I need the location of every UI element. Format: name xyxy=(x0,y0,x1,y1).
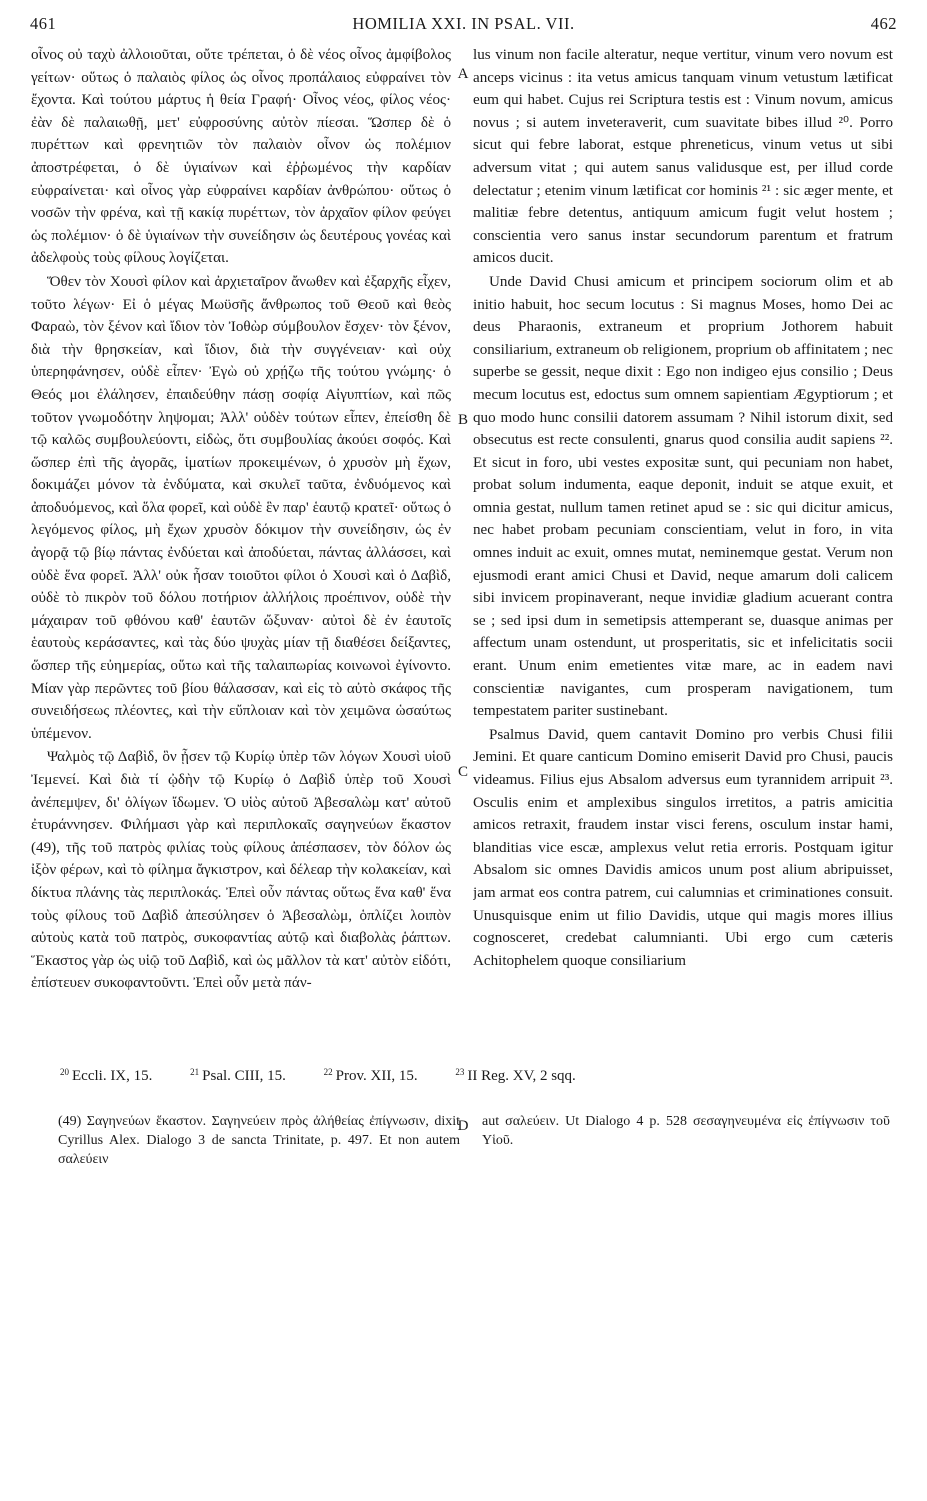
reference-item: $^{22}$ Prov. XII, 15. xyxy=(323,1067,418,1084)
scripture-references xyxy=(60,1068,897,1085)
latin-paragraph-3: Psalmus David, quem cantavit Domino pro verbis Chusi filii Jemini. Et quare canticum Domino emiserit David pro Chusi, paucis videamus. Filius ejus Absalom adversus eum tyrannidem arripuit ²³. Osculis enim et amplexibus singulos irretitos, a patris amicitia amicos retraxit, fraudem instar visci ferens, osculum instar hami, blanditias vice escæ, amplexus velut retia erroris. Postquam igitur Absalom sic omnes Davidis amicos unum post alium abripuisset, jam armat eos contra patrem, cui calumnias et criminationes consuit. Unusquisque enim ut filio Davidis, utque qui magis mores illius cognosceret, credebat calumnianti. Ubi ergo cum cæteris Achitophelem quoque consiliarium xyxy=(473,726,893,969)
greek-paragraph-2: Ὅθεν τὸν Χουσὶ φίλον καὶ ἀρχιεταῖρον ἄνωθεν καὶ ἐξαρχῆς εἶχεν, τοῦτο λέγων· Εἰ ὁ μέγας Μωϋσῆς ἄνθρωπος τοῦ Θεοῦ καὶ θεὸς Φαραὼ, τὸν ξένον καὶ ἴδιον τὸν Ἰοθὼρ σύμβουλον ἔσχεν· τὸν ξένον, διὰ τὴν θρησκείαν, καὶ ἴδιον, διὰ τὴν συγγένειαν· καὶ οὐχ ὑπερηφάνησεν, οὐδὲ εἶπεν· Ἐγὼ οὐ χρῄζω τῆς τούτου γνώμης· ὁ Θεός μοι ἐλάλησεν, ἐπαιδεύθην πάσῃ σοφίᾳ Αἰγυπτίων, καὶ πῶς τοῦτον γνωμοδότην ληψομαι; Ἀλλ' οὐδὲν τούτων εἶπεν, ἐπείσθη δὲ τῷ καλῶς συμβουλεύοντι, εἰδὼς, ὅτι συμβουλίας ἀκούει σοφός. Καὶ ὥσπερ ἐπὶ τῆς ἀγορᾶς, ἱματίων προκειμένων, ὁ χρυσὸν μὴ ἔχων, δοκιμάζει μόνον τὰ ἐνδύματα, καὶ σκυλεῖ ταῦτα, ἐνδυόμενος καὶ ἀποδυόμενος, καὶ ὅλα φορεῖ, καὶ οὐδὲ ἓν παρ' ἑαυτῷ κρατεῖ· οὕτως ὁ λεγόμενος φίλος, μὴ ἔχων χρυσὸν δόκιμον τὴν συνείδησιν, ὡς ἐν ἀγορᾷ τῷ βίῳ πάντας ἐνδύεται καὶ ἀποδύεται, πάντας ἀλλάσσει, καὶ οὐδὲ ἕνα φορεῖ. Ἀλλ' οὐκ ἦσαν τοιοῦτοι φίλοι ὁ Χουσὶ καὶ ὁ Δαβὶδ, οὐδὲ τὸ πικρὸν τοῦ δόλου ποτήριον ἀλλήλοις προέπινον, οὐδὲ τὴν μάχαιραν τοῦ φθόνου καθ' ἑαυτῶν ὤξυναν· αὐτοὶ δὲ ἐν ἑαυτοῖς ἑαυτοὺς κεράσαντες, καὶ τὰς δύο ψυχὰς μίαν τῇ διαθέσει δείξαντες, ὥσπερ τῆς εὐημερίας, οὕτω καὶ τῆς ταλαιπωρίας κοινωνοὶ ἐγίνοντο. Μίαν γὰρ περῶντες τοῦ βίου θάλασσαν, καὶ εἰς τὸ αὐτὸ σκάφος τῆς συνειδήσεως πλέοντες, καὶ τὴν εὔπλοιαν καὶ τὸν χειμῶνα ὡσαύτως ὑπέμενον. xyxy=(31,273,451,742)
running-header xyxy=(30,14,897,42)
margin-marker-d: D xyxy=(457,1118,469,1134)
reference-item: $^{23}$ II Reg. XV, 2 sqq. xyxy=(455,1067,576,1084)
margin-marker-a: A xyxy=(457,66,469,82)
running-title: HOMILIA XXI. IN PSAL. VII. xyxy=(352,14,575,33)
latin-column xyxy=(473,44,893,1054)
greek-column xyxy=(31,44,451,1054)
footnote-right: aut σαλεύειν. Ut Dialogo 4 p. 528 σεσαγηνευμένα εἰς ἐπίγνωσιν τοῦ Υἱοῦ. xyxy=(482,1114,890,1148)
page-number-right: 462 xyxy=(870,14,897,33)
margin-marker-c: C xyxy=(457,764,468,780)
margin-marker-b: B xyxy=(457,412,468,428)
latin-paragraph-2: Unde David Chusi amicum et principem sociorum olim et ab initio habuit, hoc secum locutus : Si magnus Moses, homo Dei ac deus Pharaonis, extraneum et proprium Jothorem habuit consiliarium, extraneum ob religionem, proprium ob affinitatem ; nec superbe se gessit, neque dixit : Ego non indigeo ejus consilio ; Deus mecum locutus est, edoctus sum omnem sapientiam Ægyptiorum ; et quo modo hunc consilii datorem assumam ? Nihil istorum dixit, sed obsecutus est recte consulenti, gnarus quod consilia audit sapiens ²². Et sicut in foro, ubi vestes expositæ sunt, qui pecuniam non habet, probat solum indumenta, eaque deponit, induit se atque exuit, et omnia gestat, nullum tamen retinet apud se : sic qui dicitur amicus, nec habet probam pecuniam conscientiam, velut in foro, in vita omnes induit ac exuit, omnes mutat, neminemque gestat. Verum non ejusmodi erant amici Chusi et David, neque amarum doli calicem sibi invicem propinaverant, neque invidiæ gladium acuerant contra se ; sed ipsi dum in semetipsis attemperant se, duasque animas per affectum unam ostendunt, ut prosperitatis, sic et infelicitatis socii erant. Unum enim emetientes vitæ mare, ac in eadem navi conscientiæ navigantes, cum prosperam navigationem, tum tempestatem pariter sustinebant. xyxy=(473,273,893,720)
latin-paragraph-1: lus vinum non facile alteratur, neque vertitur, vinum vero novum est anceps vicinus : ita vetus amicus tanquam vinum vetustum lætificat eum qui habet. Cujus rei Scriptura testis est : Vinum novum, amicus novus ; si autem inveteraverit, cum suavitate bibes illud ²⁰. Porro sicut qui febre laborat, estque phreneticus, vinum vetus ut sibi adversum vitat ; qui autem sanus validusque est, per illud corde delectatur ; etenim vinum lætificat cor hominis ²¹ : sic æger mente, et malitiæ febre detentus, antiquum amicum fugit velut hostem ; conscientia vero sanus instar secundorum parentum et fratrum amicos ducit. xyxy=(473,47,893,267)
page-number-left: 461 xyxy=(30,14,57,33)
footnote-left: (49) Σαγηνεύων ἕκαστον. Σαγηνεύειν πρὸς ἀλήθείας ἐπίγνωσιν, dixit Cyrillus Alex. Dialogo 3 de sancta Trinitate, p. 497. Et non autem σαλεύειν xyxy=(58,1114,460,1167)
reference-item: $^{21}$ Psal. CIII, 15. xyxy=(190,1067,286,1084)
greek-paragraph-3: Ψαλμὸς τῷ Δαβὶδ, ὃν ᾖσεν τῷ Κυρίῳ ὑπὲρ τῶν λόγων Χουσὶ υἱοῦ Ἰεμενεί. Καὶ διὰ τί ᾠδὴν τῷ Κυρίῳ ὁ Δαβὶδ ὑπὲρ τοῦ Χουσὶ ἀνέπεμψεν, δι' ὀλίγων ἴδωμεν. Ὁ υἱὸς αὐτοῦ Ἀβεσαλὼμ κατ' αὐτοῦ ἐτυράννησεν. Φιλήμασι γὰρ καὶ περιπλοκαῖς σαγηνεύων ἕκαστον (49), τῆς τοῦ πατρὸς φιλίας τοὺς φίλους ἀπέσπασεν, τὸν δόλον ὡς ἰξὸν φέρων, καὶ τὸ φίλημα ἄγκιστρον, καὶ δέλεαρ τὴν κολακείαν, καὶ δίκτυα πλάνης τὰς περιπλοκάς. Ἐπεὶ οὖν πάντας οὕτως ἕνα καθ' ἕνα τοὺς φίλους τοῦ Δαβὶδ ἀπεσύλησεν ὁ Ἀβεσαλὼμ, ὁπλίζει λοιπὸν αὐτοὺς κατὰ τοῦ πατρὸς, συκοφαντίας αὐτῷ καὶ διαβολὰς ῥάπτων. Ἕκαστος γὰρ ὡς υἱῷ τοῦ Δαβὶδ, καὶ ὡς μᾶλλον τὰ κατ' αὐτὸν εἰδότι, ἐπίστευεν συκοφαντοῦντι. Ἐπεὶ οὖν μετὰ πάν- xyxy=(31,749,451,992)
reference-item: $^{20}$ Eccli. IX, 15. xyxy=(60,1067,153,1084)
greek-paragraph-1: οἶνος οὐ ταχὺ ἀλλοιοῦται, οὔτε τρέπεται, ὁ δὲ νέος οἶνος ἀμφίβολος γείτων· οὕτως ὁ παλαιὸς φίλος ὡς οἶνος προπάλαιος εὐφραίνει τὸν ἔχοντα. Καὶ τούτου μάρτυς ἡ θεία Γραφή· Οἶνος νέος, φίλος νέος· ἐὰν δὲ παλαιωθῇ, μετ' εὐφροσύνης αὐτὸν πίεσαι. Ὥσπερ δὲ ὁ πυρέττων καὶ φρενητιῶν τὸν παλαιὸν οἶνον ὡς πολέμιον ἀποστρέφεται, ὁ δὲ ὑγιαίνων καὶ ἐῤῥωμένος τὴν καρδίαν εὐφραίνεται· καὶ οἶνος γὰρ εὐφραίνει καρδίαν ἀνθρώπου· οὕτως ὁ νοσῶν τὴν φρένα, καὶ τῇ κακίᾳ πυρέττων, τὸν ἀρχαῖον φίλον φεύγει ὡς πολέμιον· ὁ δὲ ὑγιαίνων τὴν συνείδησιν ὡς δευτέρους γονέας καὶ ἀδελφοὺς τοὺς φίλους λογίζεται. xyxy=(31,47,451,267)
